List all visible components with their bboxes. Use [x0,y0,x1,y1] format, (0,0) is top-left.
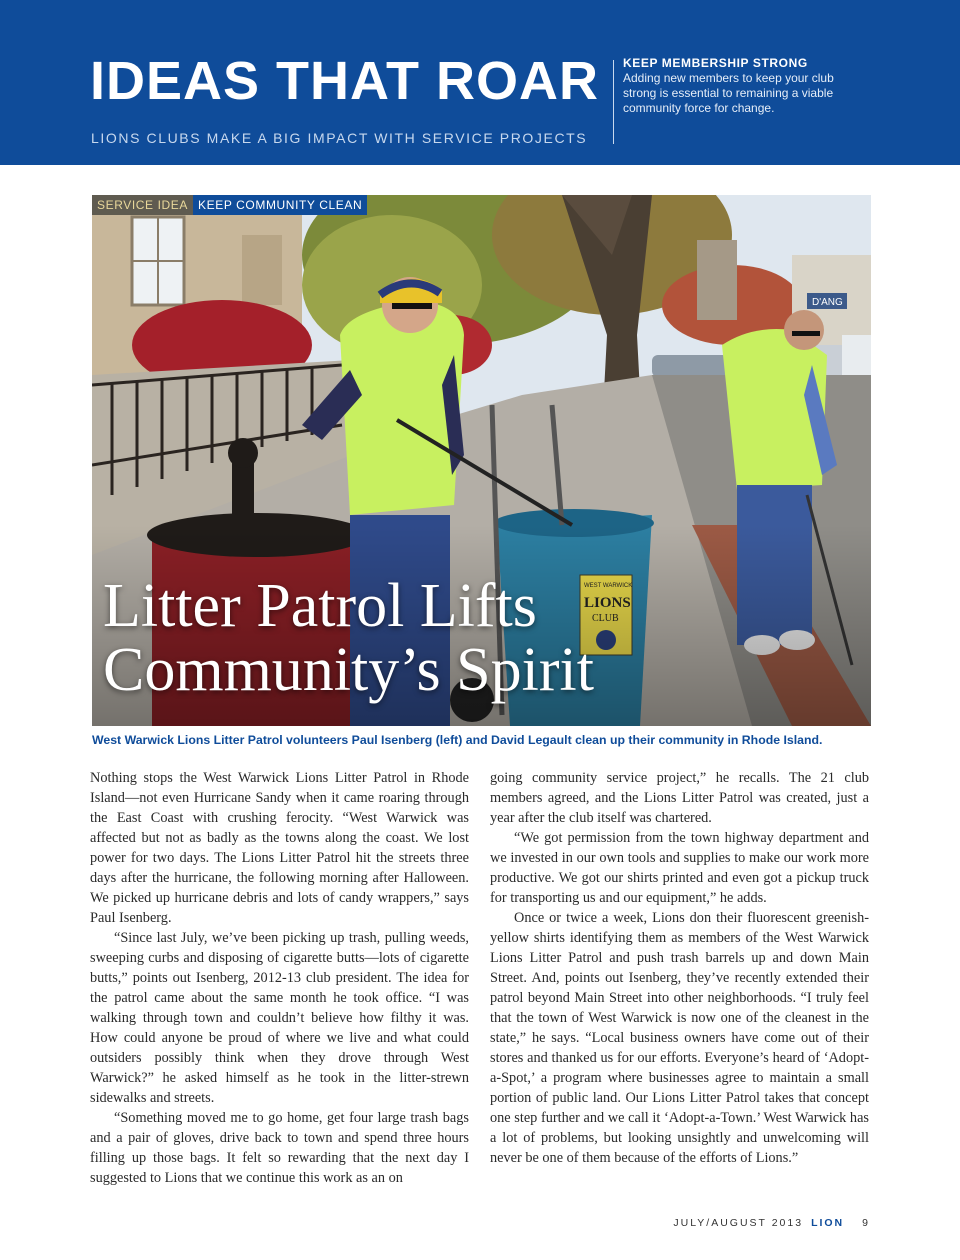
promo-heading: KEEP MEMBERSHIP STRONG [623,56,808,70]
shop-sign: D'ANG [812,297,843,308]
article-column-right [490,768,869,1168]
paragraph: “Something moved me to go home, get four large trash bags and a pair of gloves, drive back to town and spend three hours filling up those bags. It felt so rewarding that the next day I suggested to Lions that we continue this work as an on [90,1110,469,1186]
header-banner [0,0,960,165]
tag-keep-community-clean: KEEP COMMUNITY CLEAN [193,195,367,215]
promo-body: Adding new members to keep your club strong is essential to remaining a viable community force for change. [623,71,834,115]
paragraph: Once or twice a week, Lions don their fluorescent greenish-yellow shirts identifying them as members of the West Warwick Lions Litter Patrol and push trash barrels up and down Main Street. And, points out Isenberg, they’ve recently extended their patrol beyond Main Street into other neighborhoods. “I truly feel that the town of West Warwick is now one of the cleanest in the state,” he says. “Local business owners have come out of their stores and thanked us for our efforts. Everyone’s heard of ‘Adopt-a-Spot,’ a program where businesses agree to maintain a small portion of public land. Our Lions Litter Patrol takes that concept one step further and we call it ‘Adopt-a-Town.’ West Warwick has a lot of problems, but looking unsightly and unwelcoming will never be one of them because of the efforts of Lions.” [490,910,869,1166]
section-title: IDEAS THAT ROAR [90,51,599,111]
header-divider [613,60,614,144]
tag-service-idea: SERVICE IDEA [92,195,193,215]
paragraph: Nothing stops the West Warwick Lions Litter Patrol in Rhode Island—not even Hurricane Sandy when it came roaring through the East Coast with crushing ferocity. “West Warwick was affected but not as badly as the towns along the coast. We lost power for two days. The Lions Litter Patrol hit the streets three days after the hurricane, the following morning after Halloween. We picked up hurricane debris and lots of candy wrappers,” says Paul Isenberg. [90,770,469,926]
story-headline-line2: Community’s Spirit [103,636,594,704]
page-footer [673,1217,868,1229]
story-headline-line1: Litter Patrol Lifts [103,572,537,640]
article-column-left [90,768,469,1188]
page-number: 9 [862,1217,868,1229]
membership-promo [623,56,853,116]
section-subtitle: LIONS CLUBS MAKE A BIG IMPACT WITH SERVICE PROJECTS [91,130,588,146]
paragraph: going community service project,” he recalls. The 21 club members agreed, and the Lions Litter Patrol was created, just a year after the club itself was chartered. [490,770,869,826]
issue-date: JULY/AUGUST 2013 [673,1217,804,1229]
paragraph: “We got permission from the town highway department and we invested in our own tools and supplies to make our work more productive. We got our shirts printed and even got a pickup truck for transporting us and our equipment,” he adds. [490,830,869,906]
story-headline [103,574,594,702]
magazine-name: LION [811,1217,845,1229]
service-idea-tag [92,195,367,215]
photo-caption: West Warwick Lions Litter Patrol volunteers Paul Isenberg (left) and David Legault clean up their community in Rhode Island. [92,733,823,747]
paragraph: “Since last July, we’ve been picking up trash, pulling weeds, sweeping curbs and disposing of cigarette butts—lots of cigarette butts,” points out Isenberg, 2012-13 club president. The idea for the patrol came about the same month he took office. “I was walking through town and couldn’t believe how filthy it was. How could anyone be proud of where we live and what could outsiders possibly think when they drove through West Warwick?” he asked himself as he took in the litter-strewn sidewalks and streets. [90,930,469,1106]
